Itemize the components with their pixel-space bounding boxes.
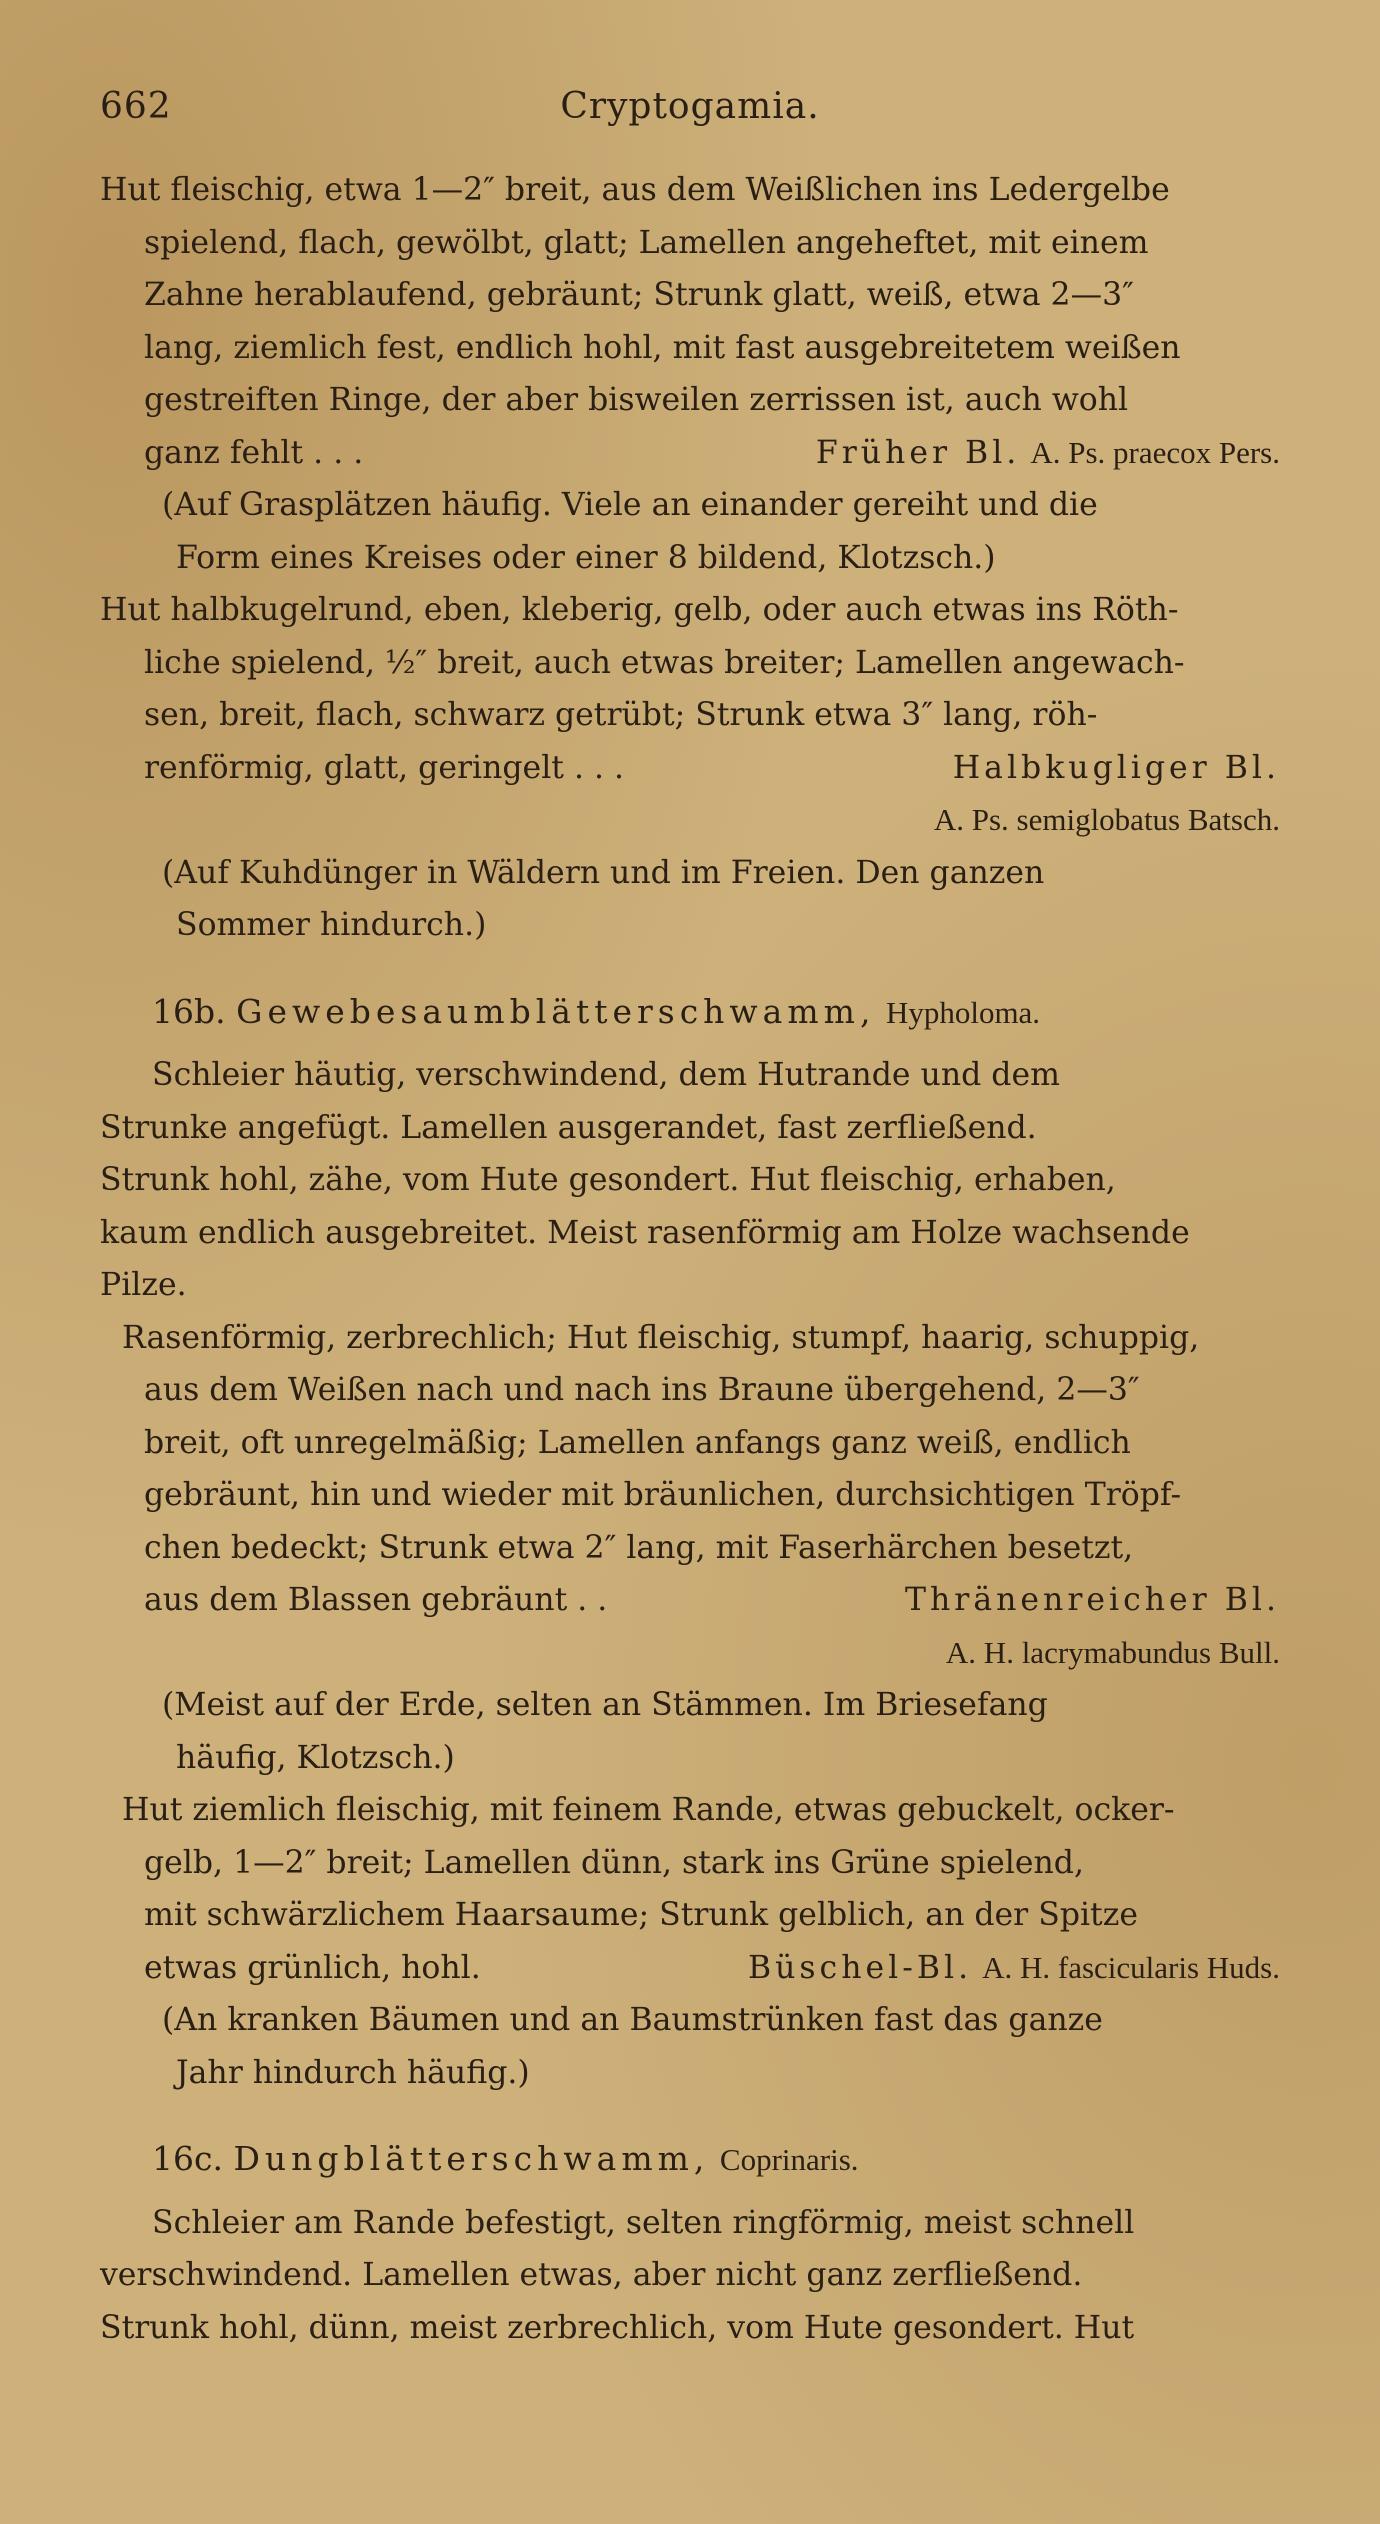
description-line: kaum endlich ausgebreitet. Meist rasenförmig am Holze wachsende xyxy=(100,1214,1190,1251)
habitat-note: (An kranken Bäumen und an Baumstrünken fast das ganze xyxy=(162,2002,1103,2038)
entry-line-text: renförmig, glatt, geringelt . . . xyxy=(144,749,625,786)
species-entry-praecox xyxy=(100,164,1280,584)
entry-line: mit schwärzlichem Haarsaume; Strunk gelblich, an der Spitze xyxy=(144,1897,1138,1933)
description-line: Schleier häutig, verschwindend, dem Hutrande und dem xyxy=(152,1057,1060,1093)
description-line: Pilze. xyxy=(100,1267,187,1303)
species-latin-name: A. H. lacrymabundus Bull. xyxy=(945,1634,1280,1670)
entry-line: gestreiften Ringe, der aber bisweilen zerrissen ist, auch wohl xyxy=(144,382,1129,418)
entry-name-line xyxy=(100,1942,1280,1995)
description-line: verschwindend. Lamellen etwas, aber nicht ganz zerfließend. xyxy=(100,2257,1083,2293)
entry-line: gelb, 1—2″ breit; Lamellen dünn, stark ins Grüne spielend, xyxy=(144,1844,1084,1881)
entry-line: gebräunt, hin und wieder mit bräunlichen, durchsichtigen Tröpf- xyxy=(144,1477,1182,1513)
species-german-name: Halbkugliger Bl. xyxy=(952,749,1280,786)
habitat-note: Sommer hindurch.) xyxy=(176,907,487,943)
species-entry-fascicularis xyxy=(100,1784,1280,2099)
entry-line: Hut halbkugelrund, eben, kleberig, gelb, oder auch etwas ins Röth- xyxy=(100,592,1179,628)
entry-line: Hut fleischig, etwa 1—2″ breit, aus dem Weißlichen ins Ledergelbe xyxy=(100,172,1170,208)
habitat-note: häufig, Klotzsch.) xyxy=(176,1739,455,1776)
entry-line-text: aus dem Blassen gebräunt . . xyxy=(144,1582,608,1618)
species-german-name: Thränenreicher Bl. xyxy=(904,1582,1280,1618)
section-description-16c xyxy=(100,2197,1280,2355)
entry-line: chen bedeckt; Strunk etwa 2″ lang, mit Faserhärchen besetzt, xyxy=(144,1529,1134,1566)
section-title: Gewebesaumblätterschwamm, xyxy=(236,991,876,1031)
section-title: Dungblätterschwamm, xyxy=(233,2139,710,2178)
species-latin-name: A. Ps. praecox Pers. xyxy=(1030,434,1280,470)
section-label: 16c. xyxy=(152,2139,223,2178)
section-heading-16c xyxy=(152,2133,1280,2187)
entry-line: liche spielend, ½″ breit, auch etwas breiter; Lamellen angewach- xyxy=(144,644,1185,681)
entry-line: breit, oft unregelmäßig; Lamellen anfangs ganz weiß, endlich xyxy=(144,1424,1131,1461)
section-description-16b xyxy=(100,1049,1280,1312)
page-number: 662 xyxy=(100,86,172,127)
habitat-note: Form eines Kreises oder einer 8 bildend, Klotzsch.) xyxy=(176,539,996,576)
habitat-note: (Meist auf der Erde, selten an Stämmen. Im Briesefang xyxy=(162,1687,1048,1723)
running-title: Cryptogamia. xyxy=(560,86,820,127)
entry-name-line xyxy=(100,427,1280,480)
entry-line: spielend, flach, gewölbt, glatt; Lamellen angeheftet, mit einem xyxy=(144,224,1149,261)
page-header xyxy=(100,86,1280,146)
entry-name-line xyxy=(100,1574,1280,1627)
entry-line-text: ganz fehlt . . . xyxy=(144,434,364,471)
species-german-name: Früher Bl. xyxy=(815,434,1021,471)
entry-line: aus dem Weißen nach und nach ins Braune übergehend, 2—3″ xyxy=(144,1372,1140,1408)
entry-name-line xyxy=(100,742,1280,795)
section-latin: Coprinaris. xyxy=(719,2142,859,2177)
species-entry-lacrymabundus xyxy=(100,1312,1280,1785)
description-line: Strunk hohl, dünn, meist zerbrechlich, vom Hute gesondert. Hut xyxy=(100,2309,1135,2346)
entry-line: Rasenförmig, zerbrechlich; Hut fleischig, stumpf, haarig, schuppig, xyxy=(122,1319,1200,1356)
entry-line: Zahne herablaufend, gebräunt; Strunk glatt, weiß, etwa 2—3″ xyxy=(144,277,1134,313)
species-latin-name: A. Ps. semiglobatus Batsch. xyxy=(933,802,1280,837)
entry-line: lang, ziemlich fest, endlich hohl, mit fast ausgebreitetem weißen xyxy=(144,329,1181,366)
species-entry-semiglobatus xyxy=(100,584,1280,952)
description-line: Schleier am Rande befestigt, selten ringförmig, meist schnell xyxy=(152,2204,1135,2241)
description-line: Strunk hohl, zähe, vom Hute gesondert. Hut fleischig, erhaben, xyxy=(100,1162,1116,1198)
entry-line: sen, breit, flach, schwarz getrübt; Strunk etwa 3″ lang, röh- xyxy=(144,697,1098,733)
habitat-note: (Auf Kuhdünger in Wäldern und im Freien. Den ganzen xyxy=(162,854,1045,891)
section-heading-16b xyxy=(152,986,1280,1040)
habitat-note: Jahr hindurch häufig.) xyxy=(176,2054,530,2091)
entry-line-text: etwas grünlich, hohl. xyxy=(144,1949,481,1986)
section-label: 16b. xyxy=(152,991,226,1031)
section-latin: Hypholoma. xyxy=(885,994,1041,1030)
species-german-name: Büschel-Bl. xyxy=(747,1949,973,1986)
description-line: Strunke angefügt. Lamellen ausgerandet, fast zerfließend. xyxy=(100,1109,1037,1146)
species-latin-name: A. H. fascicularis Huds. xyxy=(982,1949,1280,1985)
habitat-note: (Auf Grasplätzen häufig. Viele an einander gereiht und die xyxy=(162,487,1098,523)
entry-line: Hut ziemlich fleischig, mit feinem Rande, etwas gebuckelt, ocker- xyxy=(122,1792,1175,1828)
